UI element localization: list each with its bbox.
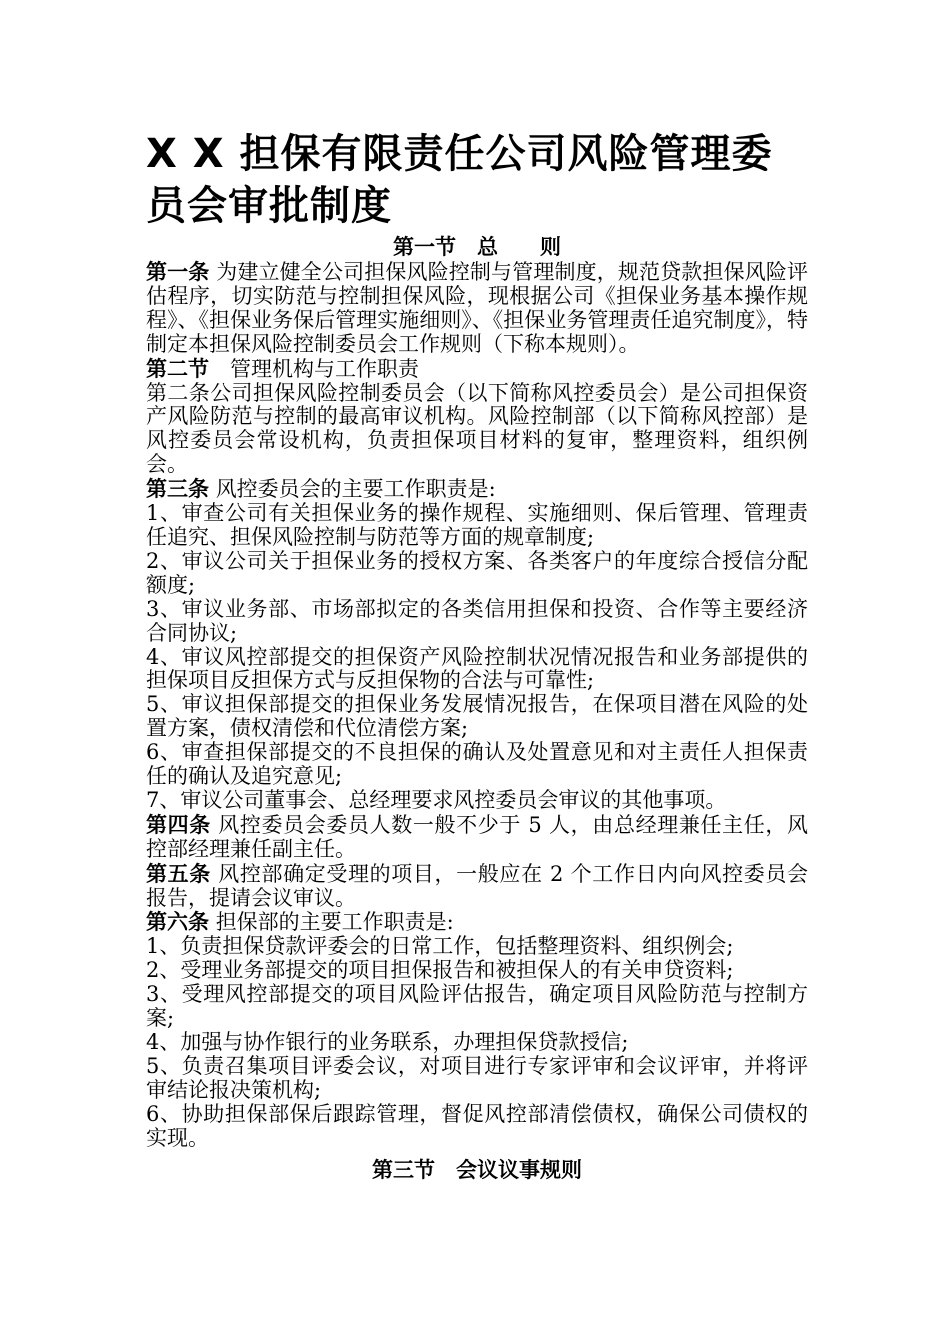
article-5-text: 风控部确定受理的项目，一般应在 2 个工作日内向风控委员会报告，提请会议审议。 <box>146 861 808 910</box>
article-6-item: 5、负责召集项目评委会议，对项目进行专家评审和会议评审，并将评审结论报决策机构; <box>146 1053 808 1102</box>
section-2-label: 第二节 <box>146 355 209 381</box>
article-3-item: 7、审议公司董事会、总经理要求风控委员会审议的其他事项。 <box>146 787 727 812</box>
section-2-text: 管理机构与工作职责 <box>230 356 419 381</box>
article-3-item: 4、审议风控部提交的担保资产风险控制状况情况报告和业务部提供的担保项目反担保方式与反担保物的合法与可靠性; <box>146 644 808 693</box>
article-3-item: 1、审查公司有关担保业务的操作规程、实施细则、保后管理、管理责任追究、担保风险控制与防范等方面的规章制度; <box>146 501 808 549</box>
article-4-label: 第四条 <box>146 811 211 837</box>
article-3-label: 第三条 <box>146 476 209 502</box>
article-1 <box>146 260 808 357</box>
article-1-text: 为建立健全公司担保风险控制与管理制度，规范贷款担保风险评估程序，切实防范与控制担保风险，现根据公司《担保业务基本操作规程》、《担保业务保后管理实施细则》、《担保业务管理责任追究制度》，特制定本担保风险控制委员会工作规则（下称本规则）。 <box>146 260 809 356</box>
article-6-item: 1、负责担保贷款评委会的日常工作，包括整理资料、组织例会; <box>146 934 734 959</box>
article-4 <box>146 813 808 862</box>
article-5-label: 第五条 <box>146 860 211 886</box>
article-3-item: 6、审查担保部提交的不良担保的确认及处置意见和对主责任人担保责任的确认及追究意见; <box>146 740 808 789</box>
article-3-text: 风控委员会的主要工作职责是: <box>215 477 496 502</box>
section-1-heading: 第一节 总 则 <box>393 234 561 259</box>
article-6-item: 4、加强与协作银行的业务联系，办理担保贷款授信; <box>146 1030 629 1054</box>
article-3 <box>146 477 808 502</box>
article-6-item: 2、受理业务部提交的项目担保报告和被担保人的有关申贷资料; <box>146 958 734 983</box>
article-3-item: 5、审议担保部提交的担保业务发展情况报告，在保项目潜在风险的处置方案，债权清偿和代位清偿方案; <box>146 692 808 741</box>
article-6-item: 6、协助担保部保后跟踪管理，督促风控部清偿债权，确保公司债权的实现。 <box>146 1101 808 1150</box>
article-2: 第二条公司担保风险控制委员会（以下简称风控委员会）是公司担保资产风险防范与控制的最高审议机构。风险控制部（以下简称风控部）是风控委员会常设机构，负责担保项目材料的复审，整理资料，组织例会。 <box>146 380 808 477</box>
article-6-item: 3、受理风控部提交的项目风险评估报告，确定项目风险防范与控制方案; <box>146 982 808 1031</box>
article-1-label: 第一条 <box>146 259 210 284</box>
article-3-item: 3、审议业务部、市场部拟定的各类信用担保和投资、合作等主要经济合同协议; <box>146 596 808 645</box>
article-6-text: 担保部的主要工作职责是: <box>215 910 454 935</box>
document-title: X X 担保有限责任公司风险管理委员会审批制度 <box>146 131 773 229</box>
section-2-heading <box>146 357 808 382</box>
article-4-text: 风控委员会委员人数一般不少于 5 人，由总经理兼任主任，风控部经理兼任副主任。 <box>146 812 808 861</box>
article-5 <box>146 862 808 911</box>
section-3-heading: 第三节 会议议事规则 <box>372 1156 582 1182</box>
article-6 <box>146 910 808 935</box>
article-6-label: 第六条 <box>146 909 209 935</box>
document-page <box>146 128 808 1183</box>
article-3-item: 2、审议公司关于担保业务的授权方案、各类客户的年度综合授信分配额度; <box>146 548 808 597</box>
